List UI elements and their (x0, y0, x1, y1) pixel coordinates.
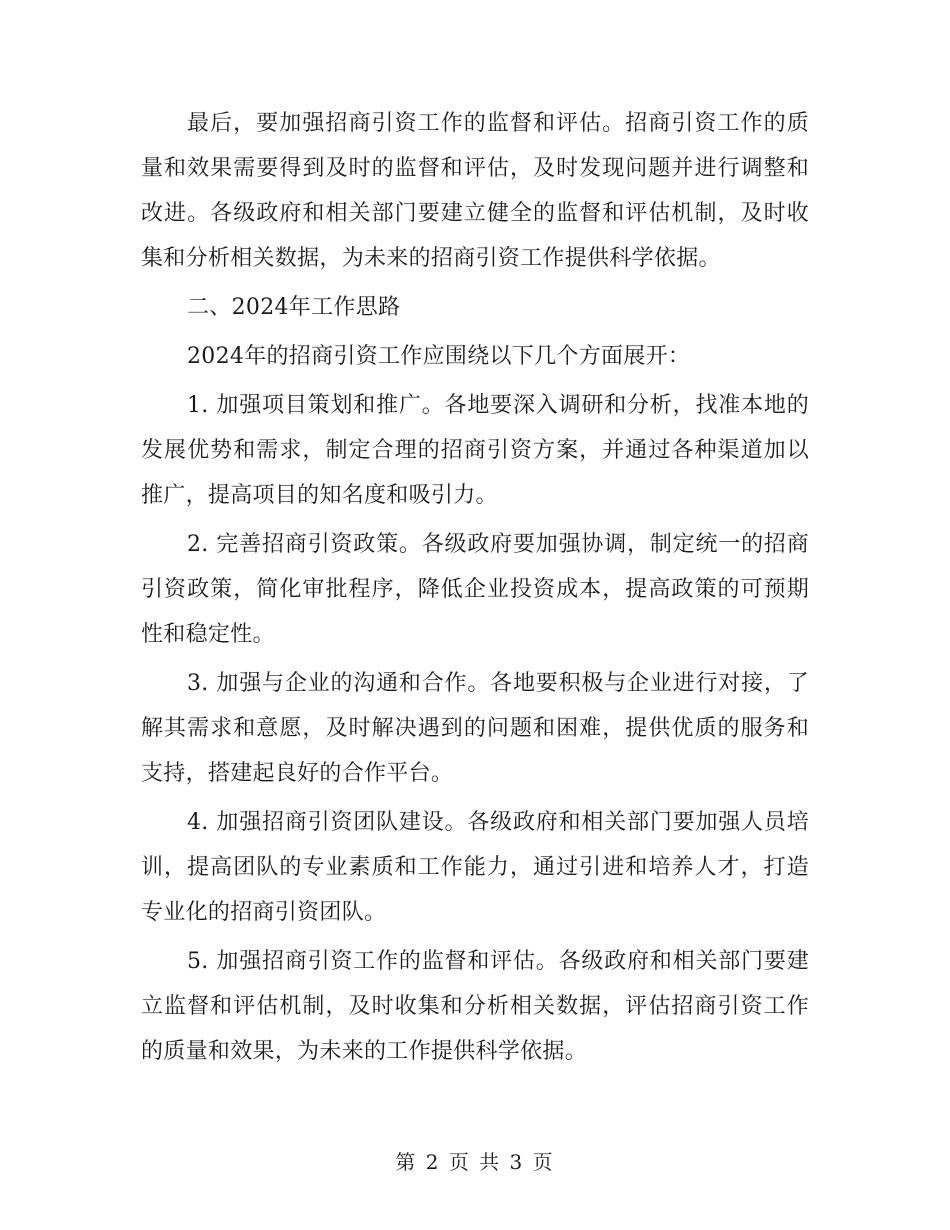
document-body (141, 101, 809, 1074)
list-item-2: 2. 完善招商引资政策。各级政府要加强协调，制定统一的招商引资政策，简化审批程序，降低企业投资成本，提高政策的可预期性和稳定性。 (141, 532, 809, 647)
page-number-footer: 第 2 页 共 3 页 (395, 1150, 555, 1174)
paragraph-final-supervision: 最后，要加强招商引资工作的监督和评估。招商引资工作的质量和效果需要得到及时的监督和评估，及时发现问题并进行调整和改进。各级政府和相关部门要建立健全的监督和评估机制，及时收集和分析相关数据，为未来的招商引资工作提供科学依据。 (141, 111, 809, 271)
list-item-5: 5. 加强招商引资工作的监督和评估。各级政府和相关部门要建立监督和评估机制，及时收集和分析相关数据，评估招商引资工作的质量和效果，为未来的工作提供科学依据。 (141, 949, 809, 1064)
list-item-1: 1. 加强项目策划和推广。各地要深入调研和分析，找准本地的发展优势和需求，制定合理的招商引资方案，并通过各种渠道加以推广，提高项目的知名度和吸引力。 (141, 393, 809, 508)
section-intro: 2024年的招商引资工作应围绕以下几个方面展开： (187, 344, 691, 369)
list-item-4: 4. 加强招商引资团队建设。各级政府和相关部门要加强人员培训，提高团队的专业素质和工作能力，通过引进和培养人才，打造专业化的招商引资团队。 (141, 810, 809, 925)
section-heading: 二、2024年工作思路 (187, 295, 401, 320)
list-item-3: 3. 加强与企业的沟通和合作。各地要积极与企业进行对接，了解其需求和意愿，及时解决遇到的问题和困难，提供优质的服务和支持，搭建起良好的合作平台。 (141, 671, 809, 786)
